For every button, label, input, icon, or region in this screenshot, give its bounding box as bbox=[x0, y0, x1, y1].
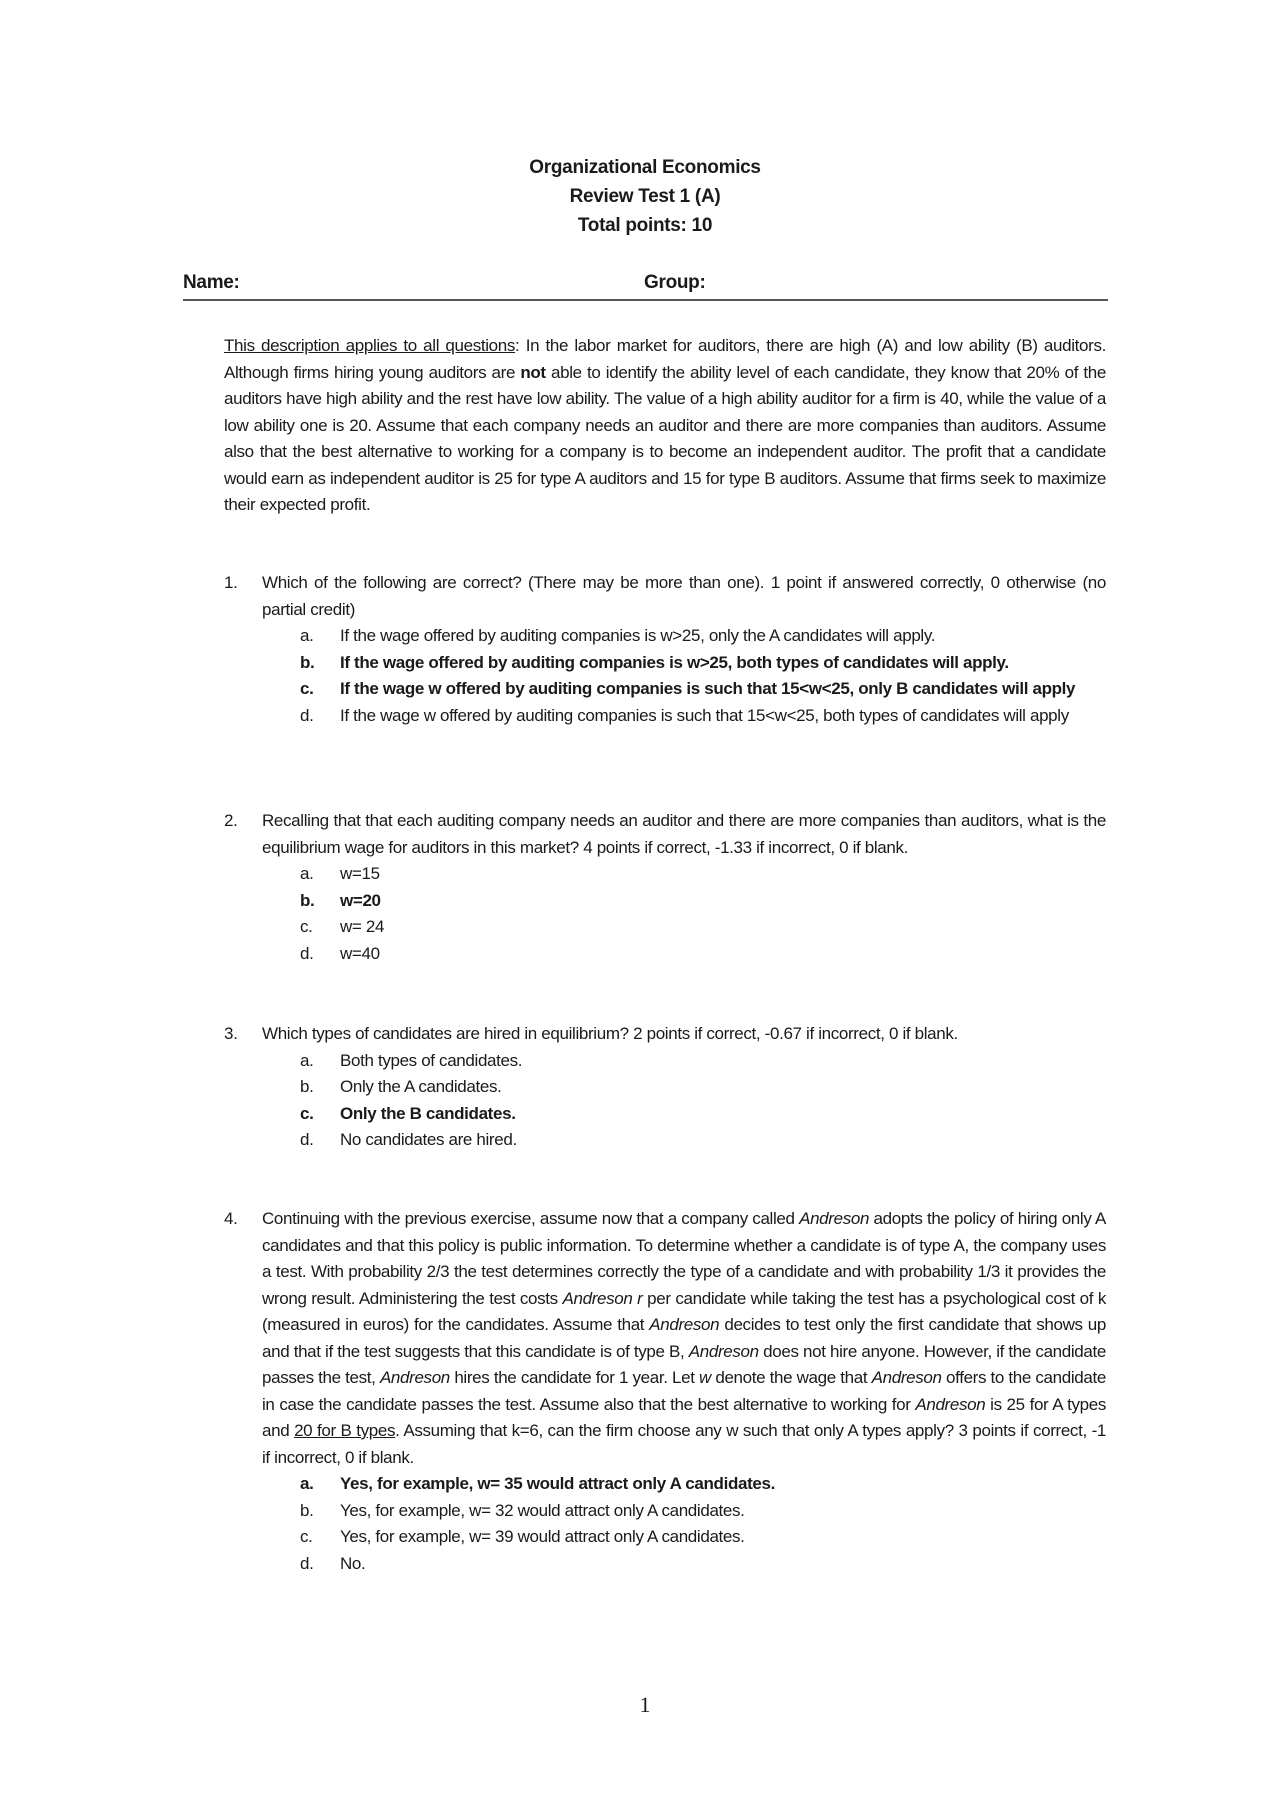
question-text-segment: denote the wage that bbox=[710, 1368, 872, 1387]
answer-option-c bbox=[300, 1524, 1106, 1551]
option-letter: d. bbox=[300, 1130, 314, 1149]
option-text: No. bbox=[340, 1553, 366, 1573]
answer-options bbox=[300, 1471, 1106, 1577]
answer-option-a bbox=[300, 1471, 1106, 1498]
option-letter: d. bbox=[300, 943, 314, 963]
question-text-segment: hires the candidate for 1 year. Let bbox=[449, 1368, 699, 1387]
option-letter: d. bbox=[300, 1553, 314, 1573]
option-letter: b. bbox=[300, 890, 315, 910]
option-text: If the wage w offered by auditing companies is such that 15<w<25, only B candidates will apply bbox=[340, 679, 1076, 698]
option-text: If the wage offered by auditing companies is w>25, both types of candidates will apply. bbox=[340, 652, 1009, 672]
option-text: w=15 bbox=[340, 864, 380, 883]
intro-text-segment: not bbox=[520, 362, 546, 382]
option-text: If the wage offered by auditing companies is w>25, only the A candidates will apply. bbox=[340, 626, 936, 645]
option-letter: b. bbox=[300, 1500, 314, 1520]
answer-option-c bbox=[300, 914, 1106, 941]
answer-option-a bbox=[300, 1048, 1106, 1075]
question-1 bbox=[224, 570, 1106, 729]
question-text-segment: Which of the following are correct? (There may be more than one). 1 point if answered correctly, 0 otherwise (no partial credit) bbox=[262, 573, 1106, 619]
option-letter: c. bbox=[300, 917, 313, 936]
answer-option-d bbox=[300, 703, 1106, 730]
option-letter: a. bbox=[300, 1050, 314, 1070]
answer-options bbox=[300, 861, 1106, 967]
answer-option-a bbox=[300, 861, 1106, 888]
option-text: Only the B candidates. bbox=[340, 1103, 516, 1123]
option-letter: c. bbox=[300, 1527, 313, 1546]
question-text-segment: decides to test only the first candidate that shows up and that if the test suggests that this candidate is of type B, bbox=[262, 1315, 1106, 1361]
option-text: w= 24 bbox=[340, 917, 385, 936]
question-text-segment: w bbox=[699, 1368, 711, 1387]
option-text: Yes, for example, w= 32 would attract only A candidates. bbox=[340, 1500, 745, 1520]
question-text-segment: per candidate while taking the test has a psychological cost of k (measured in euros) for the candidates. Assume that bbox=[262, 1288, 1106, 1334]
option-letter: c. bbox=[300, 679, 314, 698]
question-text bbox=[262, 1021, 1106, 1048]
question-2 bbox=[224, 808, 1106, 967]
answer-option-d bbox=[300, 941, 1106, 968]
answer-option-b bbox=[300, 888, 1106, 915]
answer-option-b bbox=[300, 1074, 1106, 1101]
header-divider bbox=[183, 299, 1108, 301]
answer-options bbox=[300, 623, 1106, 729]
name-label: Name: bbox=[183, 272, 240, 293]
intro-text-segment: : In the labor market for auditors, there are high (A) and low ability (B) auditors. Although firms hiring young auditors are bbox=[224, 336, 1106, 382]
question-text-segment: Andreson bbox=[379, 1368, 450, 1387]
question-text-segment: Andreson bbox=[871, 1368, 942, 1387]
question-number: 1. bbox=[224, 573, 238, 592]
question-number: 4. bbox=[224, 1209, 238, 1228]
group-label: Group: bbox=[644, 272, 706, 293]
answer-option-b bbox=[300, 1498, 1106, 1525]
option-text: Only the A candidates. bbox=[340, 1077, 502, 1096]
option-letter: a. bbox=[300, 626, 314, 645]
question-3 bbox=[224, 1021, 1106, 1154]
document-title: Organizational Economics bbox=[529, 157, 761, 178]
option-text: Yes, for example, w= 39 would attract only A candidates. bbox=[340, 1527, 745, 1546]
intro-paragraph bbox=[224, 333, 1106, 519]
question-text bbox=[262, 570, 1106, 623]
question-4 bbox=[224, 1206, 1106, 1577]
intro-text-segment: This description applies to all questions bbox=[224, 336, 516, 355]
answer-option-c bbox=[300, 1101, 1106, 1128]
document-subtitle: Review Test 1 (A) bbox=[569, 186, 721, 207]
intro-text-segment: able to identify the ability level of each candidate, they know that 20% of the auditors have high ability and the rest have low ability. The value of a high ability auditor for a firm is 40, while the value of a low ability one is 20. Assume that each company needs an auditor and there are more companies than auditors. Assume also that the best alternative to working for a company is to become an independent auditor. The profit that a candidate would earn as independent auditor is 25 for type A auditors and 15 for type B auditors. Assume that firms seek to maximize their expected profit. bbox=[224, 362, 1106, 514]
question-text-segment: Andreson bbox=[688, 1341, 759, 1361]
option-letter: a. bbox=[300, 1474, 314, 1493]
option-text: Yes, for example, w= 35 would attract only A candidates. bbox=[340, 1474, 775, 1493]
total-points: Total points: 10 bbox=[577, 215, 713, 236]
question-text-segment: Which types of candidates are hired in equilibrium? 2 points if correct, -0.67 if incorrect, 0 if blank. bbox=[262, 1024, 958, 1043]
question-number: 3. bbox=[224, 1024, 238, 1043]
option-text: If the wage w offered by auditing companies is such that 15<w<25, both types of candidates will apply bbox=[340, 705, 1069, 725]
option-letter: b. bbox=[300, 652, 315, 672]
question-text-segment: offers to the candidate in case the candidate passes the test. Assume also that the best alternative to working for bbox=[262, 1368, 1106, 1414]
option-letter: a. bbox=[300, 864, 314, 883]
question-text-segment: adopts the policy of hiring only A candidates and that this policy is public information. To determine whether a candidate is of type A, the company uses a test. With probability 2/3 the test determines correctly the type of a candidate and with probability 1/3 it provides the wrong result. Administering the test costs bbox=[262, 1209, 1106, 1308]
option-text: No candidates are hired. bbox=[340, 1130, 517, 1149]
question-text bbox=[262, 1206, 1106, 1471]
answer-option-b bbox=[300, 650, 1106, 677]
answer-options bbox=[300, 1048, 1106, 1154]
question-text-segment: Continuing with the previous exercise, assume now that a company called bbox=[262, 1209, 800, 1228]
option-text: w=40 bbox=[340, 943, 380, 963]
question-text-segment: does not hire anyone. However, if the candidate passes the test, bbox=[262, 1341, 1106, 1387]
question-text-segment: 20 for B types bbox=[294, 1421, 396, 1440]
answer-option-a bbox=[300, 623, 1106, 650]
question-text-segment: . Assuming that k=6, can the firm choose any w such that only A types apply? 3 points if correct, -1 if incorrect, 0 if blank. bbox=[262, 1421, 1106, 1467]
answer-option-d bbox=[300, 1127, 1106, 1154]
question-text-segment: Andreson bbox=[799, 1209, 870, 1228]
question-text-segment: Recalling that that each auditing company needs an auditor and there are more companies than auditors, what is the equilibrium wage for auditors in this market? 4 points if correct, -1.33 if incorrect, 0 if blank. bbox=[262, 811, 1106, 857]
option-text: Both types of candidates. bbox=[340, 1050, 523, 1070]
answer-option-d bbox=[300, 1551, 1106, 1578]
option-letter: c. bbox=[300, 1103, 314, 1123]
question-number: 2. bbox=[224, 811, 238, 830]
page-number: 1 bbox=[639, 1692, 651, 1717]
option-text: w=20 bbox=[340, 890, 381, 910]
option-letter: b. bbox=[300, 1077, 314, 1096]
question-text-segment: Andreson bbox=[915, 1394, 986, 1414]
option-letter: d. bbox=[300, 705, 314, 725]
question-text bbox=[262, 808, 1106, 861]
question-text-segment: is 25 for A types and bbox=[262, 1394, 1106, 1440]
answer-option-c bbox=[300, 676, 1106, 703]
question-text-segment: Andreson bbox=[649, 1315, 720, 1334]
question-text-segment: Andreson r bbox=[562, 1288, 643, 1308]
